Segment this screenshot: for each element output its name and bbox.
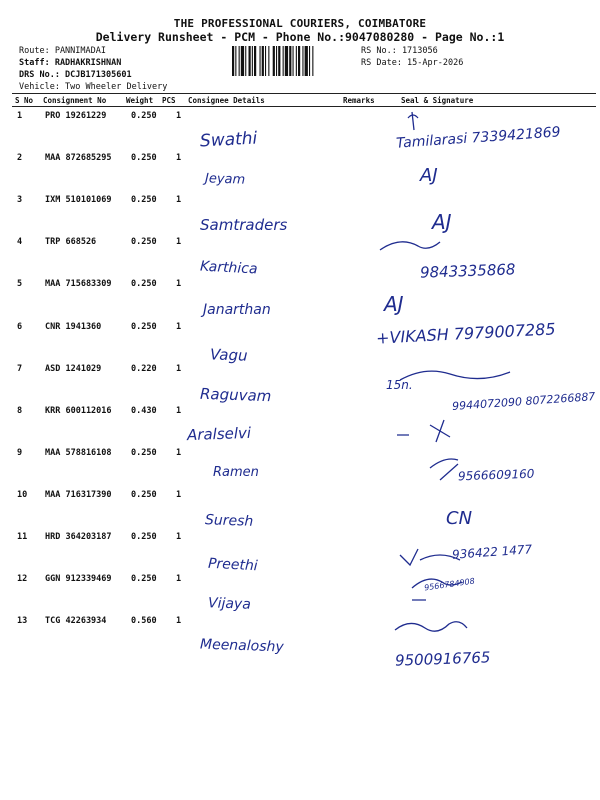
row-serial-number: 10 (17, 489, 28, 500)
row-serial-number: 7 (17, 363, 23, 374)
row-consignment-number: MAA 872685295 (45, 153, 112, 164)
row-pieces: 1 (176, 237, 182, 248)
runsheet-subtitle: Delivery Runsheet - PCM - Phone No.:9047080280 - Page No.:1 (95, 30, 505, 44)
ink-signature-12 (412, 579, 462, 600)
consignee-handwriting: Raguvam (199, 384, 272, 406)
row-consignment-number: TCG 42263934 (45, 616, 107, 627)
row-serial-number: 9 (17, 447, 23, 458)
row-consignment-number: CNR 1941360 (45, 321, 102, 332)
signature-handwriting: AJ (420, 165, 438, 186)
consignee-handwriting: Aralselvi (186, 423, 252, 445)
consignee-handwriting: Suresh (204, 512, 254, 530)
ink-signature-11 (400, 549, 460, 565)
row-consignment-number: MAA 578816108 (45, 447, 112, 458)
row-consignment-number: MAA 715683309 (45, 279, 112, 290)
col-seal-signature: Seal & Signature (401, 96, 474, 105)
signature-handwriting: 9944072090 8072266887 (451, 390, 596, 413)
signature-handwriting: 9843335868 (419, 260, 516, 282)
row-weight: 0.560 (131, 616, 157, 627)
signature-handwriting: 936422 1477 (451, 542, 533, 562)
signature-handwriting: AJ (432, 210, 452, 234)
consignee-handwriting: Janarthan (203, 302, 271, 318)
row-weight: 0.250 (131, 195, 157, 206)
ink-signature-4 (380, 242, 440, 250)
signature-handwriting: Tamilarasi 7339421869 (395, 124, 562, 152)
row-weight: 0.250 (131, 574, 157, 585)
col-consignment: Consignment No (43, 96, 107, 105)
col-weight: Weight (126, 96, 154, 105)
consignee-handwriting: Samtraders (200, 216, 288, 234)
row-consignment-number: HRD 364203187 (45, 532, 112, 542)
row-weight: 0.430 (131, 405, 157, 416)
row-weight: 0.250 (131, 111, 157, 121)
row-pieces: 1 (176, 279, 182, 290)
row-pieces: 1 (176, 574, 182, 585)
row-weight: 0.250 (131, 153, 157, 164)
consignee-handwriting: Preethi (207, 555, 259, 575)
row-pieces: 1 (176, 321, 182, 332)
col-consignee: Consignee Details (188, 96, 265, 105)
row-pieces: 1 (176, 616, 182, 627)
signature-handwriting: +VIKASH 7979007285 (375, 319, 556, 348)
drs-label: DRS No.: DCJB171305601 (19, 70, 132, 80)
row-pieces: 1 (176, 195, 182, 206)
row-pieces: 1 (176, 153, 182, 164)
consignee-handwriting: Swathi (199, 128, 258, 152)
vehicle-label: Vehicle: Two Wheeler Delivery (19, 82, 168, 92)
col-remarks: Remarks (343, 96, 375, 105)
route-label: Route: PANNIMADAI (19, 46, 106, 56)
consignee-handwriting: Meenaloshy (199, 636, 284, 656)
company-title: THE PROFESSIONAL COURIERS, COIMBATORE (173, 17, 427, 30)
row-pieces: 1 (176, 363, 182, 374)
row-pieces: 1 (176, 405, 182, 416)
ink-signature-9 (430, 459, 458, 480)
ink-plus-mark (408, 112, 418, 130)
row-consignment-number: GGN 912339469 (45, 574, 112, 585)
row-serial-number: 8 (17, 405, 23, 416)
row-pieces: 1 (176, 532, 182, 542)
rs-date: RS Date: 15-Apr-2026 (361, 58, 464, 68)
row-serial-number: 2 (17, 153, 23, 164)
row-pieces: 1 (176, 111, 182, 121)
row-consignment-number: IXM 510101069 (45, 195, 112, 206)
col-sno: S No (15, 96, 34, 105)
signature-handwriting: 9566784908 (423, 576, 476, 593)
ink-signature-7 (400, 371, 510, 380)
row-weight: 0.250 (131, 279, 157, 290)
row-pieces: 1 (176, 447, 182, 458)
row-consignment-number: PRO 19261229 (45, 111, 107, 121)
row-weight: 0.250 (131, 447, 157, 458)
rs-number: RS No.: 1713056 (361, 46, 438, 56)
row-serial-number: 11 (17, 532, 28, 542)
row-serial-number: 5 (17, 279, 23, 290)
staff-label: Staff: RADHAKRISHNAN (19, 58, 122, 68)
row-serial-number: 13 (17, 616, 28, 627)
row-weight: 0.250 (131, 321, 157, 332)
col-pcs: PCS (162, 96, 176, 105)
signature-handwriting: 15n. (386, 378, 413, 392)
row-serial-number: 4 (17, 237, 23, 248)
row-weight: 0.250 (131, 489, 157, 500)
row-serial-number: 12 (17, 574, 28, 585)
consignee-handwriting: Ramen (213, 465, 259, 480)
row-serial-number: 1 (17, 111, 23, 121)
consignee-handwriting: Karthica (199, 258, 258, 278)
row-consignment-number: KRR 600112016 (45, 405, 112, 416)
signature-handwriting: CN (446, 508, 473, 529)
row-consignment-number: MAA 716317390 (45, 489, 112, 500)
signature-handwriting: 9566609160 (457, 466, 535, 484)
row-weight: 0.220 (131, 363, 157, 374)
ink-signature-13 (395, 622, 467, 631)
row-weight: 0.250 (131, 532, 157, 542)
row-serial-number: 3 (17, 195, 23, 206)
row-pieces: 1 (176, 489, 182, 500)
row-weight: 0.250 (131, 237, 157, 248)
consignee-handwriting: Vijaya (207, 595, 252, 613)
row-serial-number: 6 (17, 321, 23, 332)
consignee-handwriting: Vagu (209, 345, 248, 365)
row-consignment-number: ASD 1241029 (45, 363, 102, 374)
ink-signature-8 (397, 420, 450, 442)
consignee-handwriting: Jeyam (204, 171, 246, 188)
row-consignment-number: TRP 668526 (45, 237, 97, 248)
signature-handwriting: AJ (384, 292, 404, 316)
signature-handwriting: 9500916765 (394, 648, 491, 670)
